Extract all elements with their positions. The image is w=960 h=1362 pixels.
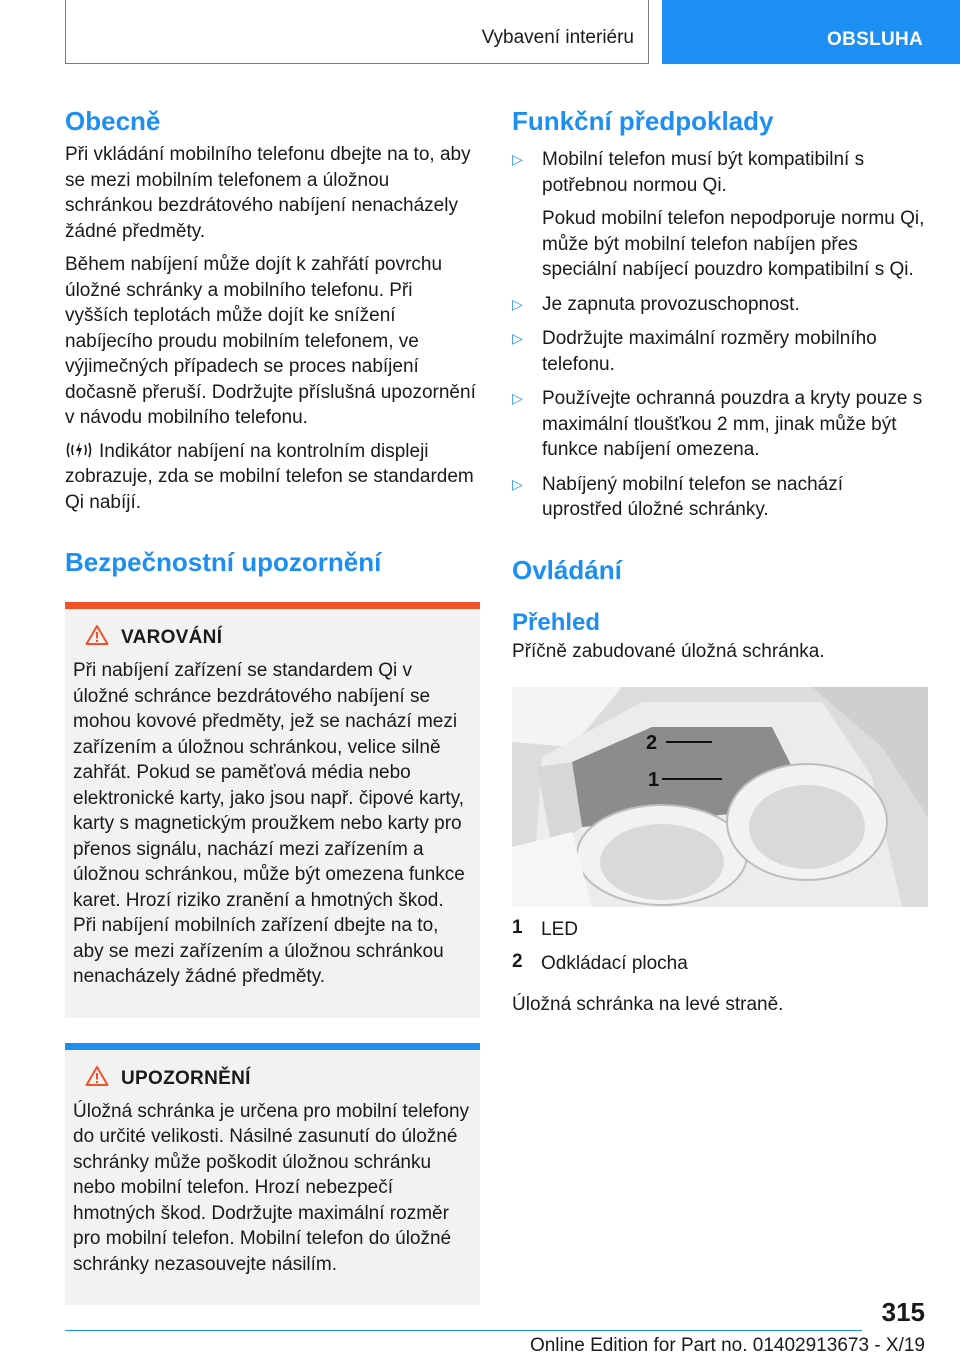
warning-title-row xyxy=(85,624,470,652)
caution-title-row xyxy=(85,1065,470,1093)
list-item xyxy=(512,292,928,318)
caution-title: UPOZORNĚNÍ xyxy=(121,1067,251,1089)
heading-overview: Přehled xyxy=(512,608,601,636)
photo-label-1: 1 xyxy=(648,769,660,791)
legend-item xyxy=(512,917,928,943)
bullet-triangle-icon: ▷ xyxy=(512,475,523,492)
after-legend-text: Úložná schránka na levé straně. xyxy=(512,994,784,1015)
legend-list xyxy=(512,917,928,976)
footer-divider xyxy=(65,1330,862,1331)
obecne-paragraph-3 xyxy=(65,439,480,516)
heading-obecne: Obecně xyxy=(65,106,161,136)
bullet-triangle-icon: ▷ xyxy=(512,295,523,312)
obecne-paragraph-2: Během nabíjení může dojít k zahřátí povrchu úložné schránky a mobilního telefonu. Při vyšších teplotách může dojít ke snížení nabíjecího proudu mobilním telefonem, ve výjimečných případech se proces nabíjení dočasně přeruší. Dodržujte příslušná upozornění v návodu mobilního telefonu. xyxy=(65,254,476,428)
overview-text: Příčně zabudované úložná schránka. xyxy=(512,640,825,662)
prerequisite-list xyxy=(512,147,928,523)
heading-safety: Bezpečnostní upozornění xyxy=(65,547,382,577)
bullet-triangle-icon: ▷ xyxy=(512,390,523,406)
obecne-paragraph-3-text: Indikátor nabíjení na kontrolním displeji zobrazuje, zda se mobilní telefon se standardem Qi nabíjí. xyxy=(65,440,474,513)
caution-triangle-icon xyxy=(85,1065,109,1093)
left-column xyxy=(65,104,480,1305)
list-item xyxy=(512,147,928,283)
list-item-text: Je zapnuta provozuschopnost. xyxy=(542,293,800,315)
legend-item xyxy=(512,951,928,977)
right-column xyxy=(512,104,928,1018)
list-item xyxy=(512,326,928,377)
list-item-text: Mobilní telefon musí být kompatibilní s potřebnou normou Qi. xyxy=(542,149,865,196)
bullet-triangle-icon: ▷ xyxy=(512,330,523,346)
charging-indicator-icon xyxy=(65,439,93,461)
list-item xyxy=(512,386,928,463)
list-item-text: Používejte ochranná pouzdra a kryty pouze s maximální tloušťkou 2 mm, jinak může být funkce nabíjení omezena. xyxy=(542,388,923,460)
legend-label: LED xyxy=(541,919,578,940)
list-item-text: Dodržujte maximální rozměry mobilního telefonu. xyxy=(542,328,877,375)
obecne-paragraph-1: Při vkládání mobilního telefonu dbejte na to, aby se mezi mobilním telefonem a úložnou schránkou bezdrátového nabíjení nenacházely žádné předměty. xyxy=(65,144,471,242)
photo-label-2: 2 xyxy=(646,732,658,754)
header-chapter-tab: OBSLUHA xyxy=(662,0,960,64)
storage-compartment-illustration xyxy=(512,687,928,907)
warning-text: Při nabíjení zařízení se standardem Qi v úložné schránce bezdrátového nabíjení se mohou kovové předměty, jež se nachází mezi zařízením a úložnou schránkou, velice silně zahřát. Pokud se paměťová média nebo elektronické karty, jako jsou např. čipové karty, karty s magnetickým proužkem nebo karty pro přenos signálu, nachází mezi zařízením a úložnou schránkou, může být omezena funkce karet. Hrozí riziko zranění a hmotných škod. Při nabíjení mobilních zařízení dbejte na to, aby se mezi zařízením a úložnou schránkou nenacházely žádné předměty. xyxy=(73,660,465,987)
list-item xyxy=(512,472,928,523)
list-item-text: Nabíjený mobilní telefon se nachází uprostřed úložné schránky. xyxy=(542,473,844,520)
footer-edition: Online Edition for Part no. 01402913673 - X/19 xyxy=(529,1335,925,1356)
legend-label: Odkládací plocha xyxy=(541,952,688,974)
warning-bar xyxy=(65,602,480,609)
bullet-triangle-icon: ▷ xyxy=(512,151,523,167)
header-section-box xyxy=(65,0,649,64)
legend-number: 2 xyxy=(512,950,523,972)
legend-number: 1 xyxy=(512,917,523,938)
warning-box xyxy=(65,602,480,1018)
caution-bar xyxy=(65,1043,480,1050)
caution-box xyxy=(65,1043,480,1306)
list-item-extra: Pokud mobilní telefon nepodporuje normu Qi, může být mobilní telefon nabíjen přes speciální nabíjecí pouzdro kompatibilní s Qi. xyxy=(542,208,925,280)
caution-text: Úložná schránka je určena pro mobilní telefony do určité velikosti. Násilné zasunutí do úložné schránky může poškodit úložnou schránku nebo mobilní telefon. Hrozí nebezpečí hmotných škod. Dodržujte maximální rozměr pro mobilní telefon. Mobilní telefon do úložné schránky nezasouvejte násilím. xyxy=(73,1100,470,1275)
heading-operation: Ovládání xyxy=(512,554,622,585)
warning-title: VAROVÁNÍ xyxy=(121,627,223,648)
page-number: 315 xyxy=(881,1297,925,1327)
header-section-title: Vybavení interiéru xyxy=(481,27,634,48)
storage-compartment-photo xyxy=(512,687,928,907)
heading-prerequisites: Funkční předpoklady xyxy=(512,106,774,136)
warning-triangle-icon xyxy=(85,624,109,652)
